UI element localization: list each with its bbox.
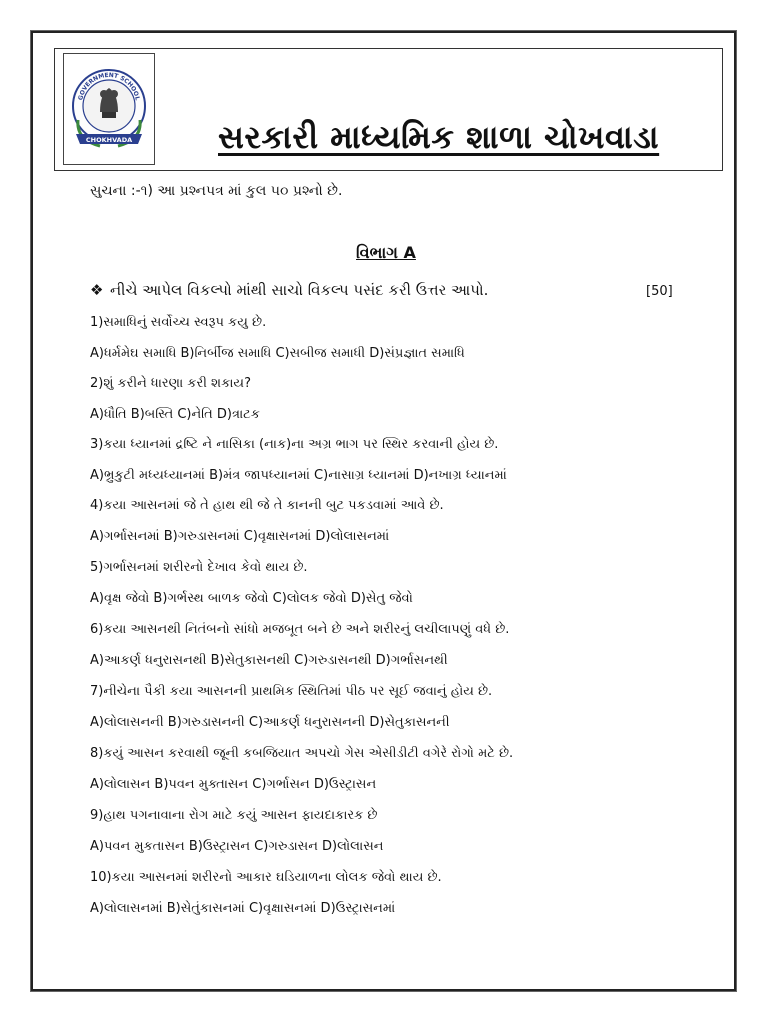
section-title: વિભાગ A	[356, 243, 416, 262]
options-3: A)ભ્રુકુટી મધ્યધ્યાનમાં B)મંત્ર જાપધ્યાનમાં C)નાસાગ્ર ધ્યાનમાં D)નખાગ્ર ધ્યાનમાં	[90, 468, 507, 483]
options-8: A)લોલાસન B)પવન મુક્તાસન C)ગર્ભાસન D)ઉસ્ટ્રાસન	[90, 777, 377, 792]
question-9: 9)હાથ પગનાવાના રોગ માટે કયું આસન ફાયદાકારક છે	[90, 808, 378, 823]
question-4: 4)કયા આસનમાં જે તે હાથ થી જે તે કાનની બુટ પકડવામાં આવે છે.	[90, 498, 444, 513]
question-6: 6)કયા આસનથી નિતંબનો સાંધો મજબૂત બને છે અને શરીરનું લચીલાપણું વધે છે.	[90, 622, 510, 637]
notice-text: સુચના :-૧) આ પ્રશ્નપત્ર માં કુલ ૫૦ પ્રશ્નો છે.	[90, 183, 343, 199]
options-2: A)ધૌતિ B)બસ્તિ C)નેતિ D)ત્રાટક	[90, 407, 260, 422]
options-5: A)વૃક્ષ જેવો B)ગર્ભસ્થ બાળક જેવો C)લોલક જેવો D)સેતુ જેવો	[90, 591, 413, 606]
school-title: સરકારી માધ્યમિક શાળા ચોખવાડા	[218, 118, 660, 156]
question-1: 1)સમાધિનું સર્વોચ્ચ સ્વરૂપ કયુ છે.	[90, 315, 267, 330]
question-5: 5)ગર્ભાસનમાં શરીરનો દેખાવ કેવો થાય છે.	[90, 560, 308, 575]
options-9: A)પવન મુકતાસન B)ઉસ્ટ્રાસન C)ગરુડાસન D)લોલાસન	[90, 839, 384, 854]
options-4: A)ગર્ભાસનમાં B)ગરુડાસનમાં C)વૃક્ષાસનમાં D)લોલાસનમાં	[90, 529, 390, 544]
options-7: A)લોલાસનની B)ગરુડાસનની C)આકર્ણ ધનુરાસનની D)સેતુકાસનની	[90, 715, 450, 730]
question-3: 3)કયા ધ્યાનમાં દ્રષ્ટિ ને નાસિકા (નાક)ના અગ્ર ભાગ પર સ્થિર કરવાની હોય છે.	[90, 437, 499, 452]
emblem-icon	[64, 54, 154, 164]
logo-top-text: GOVERNMENT SCHOOL	[77, 71, 141, 101]
question-10: 10)કયા આસનમાં શરીરનો આકાર ઘડિયાળના લોલક જેવો થાય છે.	[90, 870, 442, 885]
options-1: A)ધર્મમેઘ સમાધિ B)નિર્બીજ સમાધિ C)સબીજ સમાધી D)સંપ્રજ્ઞાત સમાધિ	[90, 346, 465, 361]
question-7: 7)નીચેના પૈકી કયા આસનની પ્રાથમિક સ્થિતિમાં પીઠ પર સૂઈ જવાનું હોય છે.	[90, 684, 493, 699]
marks-label: [50]	[646, 284, 673, 299]
options-10: A)લોલાસનમાં B)સેતુંકાસનમાં C)વૃક્ષાસનમાં D)ઉસ્ટ્રાસનમાં	[90, 901, 396, 916]
question-2: 2)શું કરીને ધારણા કરી શકાય?	[90, 376, 251, 391]
options-6: A)આકર્ણ ધનુરાસનથી B)સેતુકાસનથી C)ગરુડાસનથી D)ગર્ભાસનથી	[90, 653, 448, 668]
school-logo	[63, 53, 155, 165]
question-8: 8)કયું આસન કરવાથી જૂની કબજિયાત અપચો ગેસ એસીડીટી વગેરે રોગો મટે છે.	[90, 746, 514, 761]
logo-bottom-text: CHOKHVADA	[85, 136, 133, 144]
instruction-text: નીચે આપેલ વિકલ્પો માંથી સાચો વિકલ્પ પસંદ કરી ઉત્તર આપો.	[110, 281, 489, 299]
instruction	[90, 281, 488, 299]
diamond-bullet-icon: ❖	[90, 281, 104, 299]
